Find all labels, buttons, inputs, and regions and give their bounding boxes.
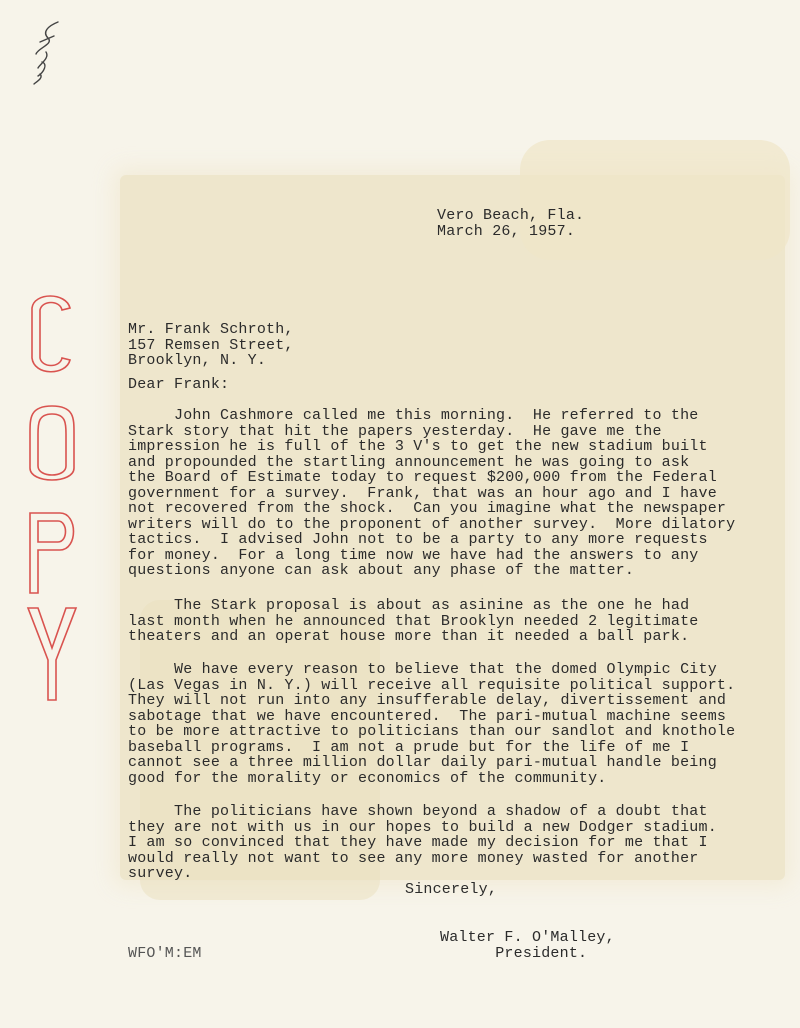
paragraph-3 [128,662,735,786]
paragraph-line: they are not with us in our hopes to build a new Dodger stadium. [128,818,717,836]
paragraph-line: I am so convinced that they have made my decision for me that I [128,834,708,851]
paragraph-4 [128,804,717,882]
paragraph-line: baseball programs. I am not a prude but for the life of me I [128,738,690,756]
recipient-name: Mr. Frank Schroth, [128,321,294,338]
paragraph-line: impression he is full of the 3 V's to get the new stadium built [128,438,708,455]
paragraph-line: The Stark proposal is about as asinine as the one he had [128,597,690,614]
paragraph-2 [128,598,699,645]
signature-name: Walter F. O'Malley, [440,929,615,946]
dateline [437,208,584,239]
paragraph-line: to be more attractive to politicians than our sandlot and knothole [128,723,736,740]
paragraph-line: government for a survey. Frank, that was an hour ago and I have [128,484,717,502]
handwritten-note [28,18,68,88]
paragraph-line: They will not run into any insufferable delay, divertissement and [128,692,727,709]
recipient-street: 157 Remsen Street, [128,336,294,354]
paragraph-line: cannot see a three million dollar daily pari-mutual handle being [128,754,717,771]
tape-stain-top [520,140,790,260]
paragraph-line: not recovered from the shock. Can you imagine what the newspaper [128,500,727,517]
reference-initials: WFO'M:EM [128,945,202,962]
paragraph-line: would really not want to see any more money wasted for another [128,849,699,867]
recipient-address [128,322,294,369]
paragraph-line: tactics. I advised John not to be a party to any more requests [128,531,708,548]
dateline-place: Vero Beach, Fla. [437,207,585,224]
paragraph-line: We have every reason to believe that the domed Olympic City [128,661,717,678]
salutation: Dear Frank: [128,376,230,393]
paragraph-line: Stark story that hit the papers yesterday. He gave me the [128,422,662,440]
copy-stamp [22,288,82,708]
paragraph-line: and propounded the startling announcement he was going to ask [128,453,690,471]
paragraph-line: writers will do to the proponent of another survey. More dilatory [128,515,736,533]
paragraph-1 [128,408,735,579]
signature-title: President. [440,944,588,962]
paragraph-line: questions anyone can ask about any phase of the matter. [128,562,635,579]
paragraph-line: good for the morality or economics of the community. [128,769,607,787]
paragraph-line: The politicians have shown beyond a shadow of a doubt that [128,803,708,820]
signature-block [440,930,615,961]
paragraph-line: the Board of Estimate today to request $200,000 from the Federal [128,469,717,486]
paragraph-line: last month when he announced that Brooklyn needed 2 legitimate [128,612,699,630]
paragraph-line: (Las Vegas in N. Y.) will receive all requisite political support. [128,676,736,694]
paragraph-line: theaters and an operat house more than it needed a ball park. [128,628,690,645]
dateline-date: March 26, 1957. [437,222,576,240]
paragraph-line: for money. For a long time now we have had the answers to any [128,546,699,564]
paragraph-line: John Cashmore called me this morning. He referred to the [128,407,699,424]
paragraph-line: survey. [128,865,193,882]
paragraph-line: sabotage that we have encountered. The pari-mutual machine seems [128,707,727,725]
closing: Sincerely, [405,881,498,898]
recipient-city: Brooklyn, N. Y. [128,352,267,369]
